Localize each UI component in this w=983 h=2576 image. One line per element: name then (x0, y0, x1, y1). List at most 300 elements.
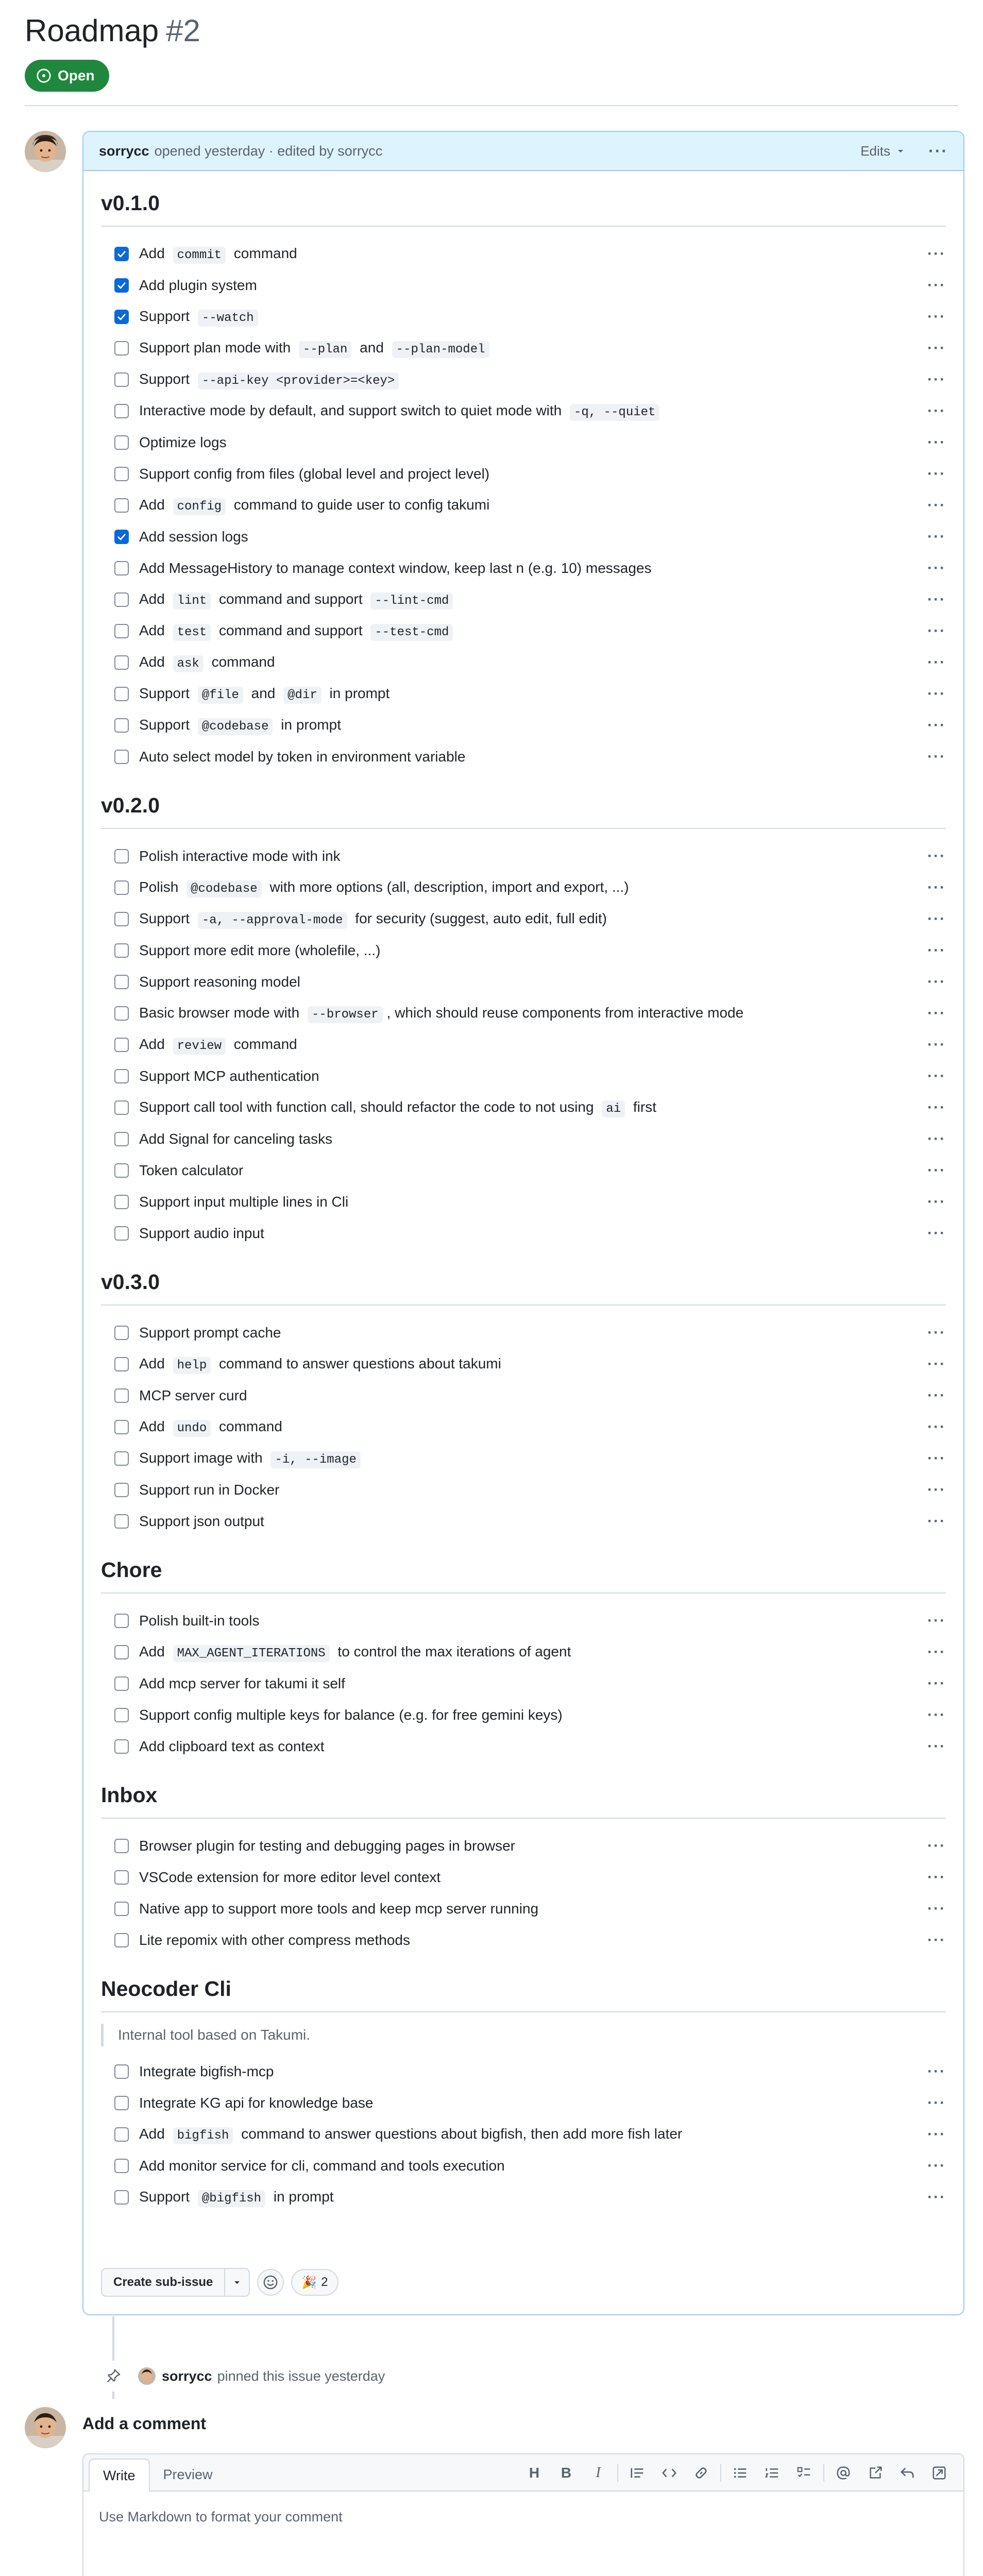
inline-code: --watch (198, 310, 258, 327)
task-text-fragment: Token calculator (139, 1162, 244, 1178)
task-checkbox[interactable] (114, 1933, 129, 1947)
task-text-fragment: Support more edit more (wholefile, ...) (139, 942, 381, 958)
pin-user-link[interactable]: sorrycc (162, 2368, 212, 2384)
task-item (101, 1029, 946, 1060)
task-text (139, 1450, 365, 1467)
task-more-options-icon[interactable]: ··· (927, 941, 946, 959)
task-checkbox[interactable] (114, 975, 129, 989)
task-text-fragment: in prompt (269, 2189, 334, 2205)
task-more-options-icon[interactable]: ··· (927, 1737, 946, 1755)
task-text-fragment: Add (139, 1418, 169, 1434)
task-item (101, 1217, 946, 1249)
task-list (101, 840, 946, 1249)
section-heading: v0.3.0 (101, 1268, 946, 1306)
task-more-options-icon[interactable]: ··· (927, 1900, 946, 1917)
task-more-options-icon[interactable]: ··· (927, 1449, 946, 1467)
task-text (139, 340, 494, 357)
current-user-avatar[interactable] (25, 2407, 66, 2448)
link-icon[interactable] (685, 2459, 717, 2487)
task-text-fragment: Support image with (139, 1450, 267, 1466)
task-checkbox[interactable] (114, 1902, 129, 1916)
task-checkbox[interactable] (114, 592, 129, 607)
task-item (101, 1092, 946, 1123)
task-list-icon[interactable] (788, 2459, 820, 2487)
inline-code: commit (173, 247, 226, 264)
inline-code: -q, --quiet (570, 404, 659, 421)
ordered-list-icon[interactable] (756, 2459, 788, 2487)
task-checkbox[interactable] (114, 1676, 129, 1691)
issue-body-footer (101, 2268, 338, 2297)
task-checkbox[interactable] (114, 912, 129, 926)
task-item (101, 458, 946, 489)
tab-preview[interactable]: Preview (163, 2466, 213, 2482)
task-checkbox[interactable] (114, 718, 129, 733)
task-checkbox[interactable] (114, 2096, 129, 2110)
toolbar-divider (720, 2464, 721, 2482)
task-checkbox[interactable] (114, 1163, 129, 1178)
task-more-options-icon[interactable]: ··· (927, 370, 946, 388)
inline-code: --lint-cmd (370, 592, 453, 609)
task-more-options-icon[interactable]: ··· (927, 1355, 946, 1372)
issue-body-header (83, 132, 963, 171)
task-item (101, 1699, 946, 1731)
task-more-options-icon[interactable]: ··· (927, 2062, 946, 2080)
task-more-options-icon[interactable]: ··· (927, 1706, 946, 1723)
task-item (101, 521, 946, 552)
task-more-options-icon[interactable]: ··· (927, 910, 946, 927)
task-more-options-icon[interactable]: ··· (927, 878, 946, 896)
task-more-options-icon[interactable]: ··· (927, 1224, 946, 1242)
task-more-options-icon[interactable]: ··· (927, 1193, 946, 1210)
toolbar-divider (617, 2464, 618, 2482)
comment-textarea[interactable]: Use Markdown to format your comment (99, 2509, 343, 2524)
task-text (139, 1355, 501, 1372)
task-more-options-icon[interactable]: ··· (927, 847, 946, 865)
task-more-options-icon[interactable]: ··· (927, 748, 946, 765)
task-more-options-icon[interactable]: ··· (927, 973, 946, 990)
task-text (139, 402, 664, 419)
italic-icon[interactable]: I (596, 2465, 601, 2481)
bold-icon[interactable]: B (561, 2465, 572, 2481)
task-more-options-icon[interactable]: ··· (927, 653, 946, 671)
task-more-options-icon[interactable]: ··· (927, 1098, 946, 1116)
task-text (139, 560, 652, 577)
task-item (101, 1474, 946, 1505)
reaction-hooray[interactable] (291, 2269, 338, 2296)
task-item (101, 1668, 946, 1699)
task-text-fragment: Add (139, 1036, 169, 1052)
checkmark-icon (116, 532, 127, 542)
add-reaction-button[interactable] (257, 2269, 284, 2296)
task-checkbox[interactable] (114, 1326, 129, 1340)
task-text-fragment: Support json output (139, 1513, 264, 1529)
issue-number: #2 (166, 13, 200, 48)
task-item (101, 238, 946, 269)
task-text (139, 1482, 279, 1498)
task-text-fragment: Add (139, 245, 169, 261)
task-text-fragment: command and support (215, 591, 367, 607)
task-item (101, 966, 946, 997)
task-text (139, 879, 629, 896)
task-more-options-icon[interactable]: ··· (927, 1643, 946, 1660)
task-text-fragment: Browser plugin for testing and debugging pages in browser (139, 1837, 516, 1854)
task-item (101, 2150, 946, 2181)
task-more-options-icon[interactable]: ··· (927, 402, 946, 419)
task-text (139, 434, 227, 451)
task-item (101, 2056, 946, 2087)
issue-body-content (83, 190, 963, 2213)
task-text-fragment: Support MCP authentication (139, 1067, 319, 1084)
inline-code: --api-key <provider>=<key> (198, 372, 399, 389)
task-checkbox[interactable] (114, 1006, 129, 1021)
section-heading: Inbox (101, 1782, 946, 1819)
task-text-fragment: command to guide user to config takumi (230, 497, 490, 513)
task-checkbox[interactable] (114, 341, 129, 355)
task-text (139, 2189, 334, 2206)
task-text-fragment: Support (139, 371, 194, 387)
task-text (139, 245, 297, 262)
task-checkbox[interactable] (114, 1739, 129, 1754)
reply-icon[interactable] (891, 2459, 923, 2487)
task-text-fragment: Support (139, 308, 194, 324)
task-more-options-icon[interactable]: ··· (927, 433, 946, 451)
editor-toolbar (83, 2454, 963, 2492)
task-more-options-icon[interactable]: ··· (927, 1036, 946, 1053)
task-item (101, 1605, 946, 1636)
task-item (101, 364, 946, 395)
task-text-fragment: Basic browser mode with (139, 1005, 304, 1021)
task-text-fragment: command (207, 654, 275, 670)
task-text (139, 685, 389, 702)
task-text (139, 2095, 374, 2111)
task-checkbox[interactable] (114, 655, 129, 670)
author-avatar[interactable] (25, 131, 66, 172)
task-more-options-icon[interactable]: ··· (927, 2188, 946, 2206)
task-text (139, 622, 457, 639)
inline-code: config (173, 498, 226, 515)
task-checkbox[interactable] (114, 1614, 129, 1628)
task-text (139, 1387, 247, 1404)
task-text (139, 910, 607, 927)
unordered-list-icon[interactable] (724, 2459, 756, 2487)
task-item (101, 269, 946, 301)
task-item (101, 489, 946, 521)
task-checkbox-checked[interactable] (114, 530, 129, 544)
task-more-options-icon[interactable]: ··· (927, 339, 946, 357)
task-more-options-icon[interactable]: ··· (927, 528, 946, 545)
task-more-options-icon[interactable]: ··· (927, 716, 946, 734)
issue-body-card (82, 131, 964, 2315)
task-item (101, 1155, 946, 1186)
task-text-fragment: Support input multiple lines in Cli (139, 1193, 349, 1210)
task-more-options-icon[interactable]: ··· (927, 1130, 946, 1147)
task-more-options-icon[interactable]: ··· (927, 1868, 946, 1886)
task-item (101, 1411, 946, 1443)
task-text-fragment: for security (suggest, auto edit, full edit) (351, 910, 607, 926)
task-text (139, 1932, 410, 1948)
task-checkbox[interactable] (114, 467, 129, 481)
task-item (101, 935, 946, 966)
task-text (139, 1513, 264, 1530)
task-checkbox[interactable] (114, 943, 129, 958)
task-text-fragment: Lite repomix with other compress methods (139, 1931, 410, 1948)
comment-editor (82, 2453, 964, 2576)
inline-code: --plan (299, 341, 351, 358)
task-checkbox-checked[interactable] (114, 310, 129, 324)
inline-code: --plan-model (392, 341, 489, 358)
task-more-options-icon[interactable]: ··· (927, 276, 946, 294)
task-more-options-icon[interactable]: ··· (927, 1481, 946, 1498)
task-checkbox[interactable] (114, 2127, 129, 2142)
inline-code: review (173, 1038, 226, 1055)
task-text-fragment: Add session logs (139, 528, 248, 545)
mention-icon[interactable] (827, 2459, 859, 2487)
task-checkbox[interactable] (114, 435, 129, 450)
task-checkbox[interactable] (114, 624, 129, 638)
task-more-options-icon[interactable]: ··· (927, 1004, 946, 1022)
toolbar-divider (823, 2464, 824, 2482)
task-checkbox-checked[interactable] (114, 247, 129, 261)
avatar-image (25, 131, 66, 172)
reaction-count: 2 (321, 2275, 328, 2289)
pin-event (98, 2361, 385, 2392)
task-more-options-icon[interactable]: ··· (927, 1324, 946, 1341)
task-text-fragment: Optimize logs (139, 434, 227, 450)
task-item (101, 741, 946, 772)
task-checkbox[interactable] (114, 750, 129, 764)
task-text-fragment: Add MessageHistory to manage context window, keep last n (e.g. 10) messages (139, 560, 652, 576)
task-checkbox[interactable] (114, 880, 129, 895)
task-list (101, 1605, 946, 1762)
task-item (101, 1731, 946, 1762)
task-list (101, 238, 946, 772)
task-text-fragment: Support plan mode with (139, 340, 295, 355)
task-checkbox[interactable] (114, 1870, 129, 1885)
task-text-fragment: and (355, 340, 388, 355)
task-text-fragment: , which should reuse components from interactive mode (386, 1005, 744, 1021)
task-text (139, 1068, 319, 1084)
task-checkbox[interactable] (114, 561, 129, 575)
inline-code: ask (173, 655, 204, 672)
task-item (101, 2119, 946, 2150)
task-text-fragment: VSCode extension for more editor level context (139, 1869, 441, 1885)
task-checkbox[interactable] (114, 1645, 129, 1659)
fullscreen-icon[interactable] (923, 2459, 955, 2487)
task-text-fragment: Add (139, 1643, 169, 1659)
inline-code: @dir (283, 687, 321, 704)
task-checkbox[interactable] (114, 1451, 129, 1466)
quote-icon[interactable] (621, 2459, 653, 2487)
task-text-fragment: command (230, 1036, 297, 1052)
task-more-options-icon[interactable]: ··· (927, 496, 946, 514)
task-text (139, 1901, 538, 1917)
task-checkbox[interactable] (114, 1357, 129, 1371)
task-checkbox[interactable] (114, 1388, 129, 1403)
task-more-options-icon[interactable]: ··· (927, 1931, 946, 1948)
task-checkbox[interactable] (114, 498, 129, 513)
task-text-fragment: Support (139, 910, 194, 926)
task-checkbox[interactable] (114, 1195, 129, 1209)
inline-code: ai (602, 1100, 625, 1117)
body-meta: opened yesterday · edited by sorrycc (154, 143, 383, 159)
task-item (101, 1636, 946, 1668)
task-text (139, 1162, 243, 1179)
task-more-options-icon[interactable]: ··· (927, 1067, 946, 1084)
inline-code: -a, --approval-mode (198, 912, 347, 929)
section-heading: Chore (101, 1556, 946, 1594)
task-text (139, 749, 465, 765)
task-text (139, 497, 489, 514)
task-checkbox[interactable] (114, 1839, 129, 1853)
task-more-options-icon[interactable]: ··· (927, 1161, 946, 1179)
task-text-fragment: and (247, 685, 280, 701)
task-more-options-icon[interactable]: ··· (927, 1837, 946, 1854)
task-more-options-icon[interactable]: ··· (927, 1612, 946, 1629)
task-text-fragment: Polish (139, 879, 183, 895)
task-more-options-icon[interactable]: ··· (927, 245, 946, 262)
task-item (101, 1830, 946, 1861)
task-more-options-icon[interactable]: ··· (927, 308, 946, 325)
task-text-fragment: Integrate bigfish-mcp (139, 2063, 274, 2079)
task-item (101, 2181, 946, 2213)
create-subissue-dropdown[interactable] (225, 2269, 249, 2296)
task-text-fragment: command (215, 1418, 282, 1434)
task-checkbox[interactable] (114, 1069, 129, 1083)
task-more-options-icon[interactable]: ··· (927, 559, 946, 577)
task-text-fragment: Add (139, 622, 169, 638)
task-more-options-icon[interactable]: ··· (927, 590, 946, 608)
task-item (101, 1348, 946, 1380)
edits-dropdown[interactable] (860, 143, 905, 159)
tab-write[interactable]: Write (89, 2459, 150, 2492)
task-checkbox[interactable] (114, 849, 129, 863)
task-text (139, 1131, 332, 1147)
checkmark-icon (116, 280, 127, 291)
task-item (101, 1186, 946, 1217)
task-text-fragment: to control the max iterations of agent (333, 1643, 571, 1659)
task-more-options-icon[interactable]: ··· (927, 465, 946, 482)
task-more-options-icon[interactable]: ··· (927, 1418, 946, 1435)
task-text (139, 1869, 440, 1886)
task-text (139, 591, 457, 608)
task-checkbox[interactable] (114, 372, 129, 387)
task-text (139, 848, 341, 865)
task-checkbox-checked[interactable] (114, 278, 129, 293)
task-text-fragment: Integrate KG api for knowledge base (139, 2094, 374, 2111)
task-item (101, 552, 946, 584)
task-text-fragment: Interactive mode by default, and support switch to quiet mode with (139, 402, 566, 418)
task-text (139, 1738, 325, 1755)
task-text (139, 717, 341, 734)
inline-code: --test-cmd (370, 624, 453, 641)
task-checkbox[interactable] (114, 1514, 129, 1529)
checkmark-icon (116, 312, 127, 322)
task-more-options-icon[interactable]: ··· (927, 1674, 946, 1692)
issue-state-label: Open (58, 67, 95, 83)
task-more-options-icon[interactable]: ··· (927, 2157, 946, 2174)
task-text-fragment: command and support (215, 622, 367, 638)
task-checkbox[interactable] (114, 1038, 129, 1052)
task-item (101, 1505, 946, 1537)
task-more-options-icon[interactable]: ··· (927, 685, 946, 702)
task-text (139, 1225, 264, 1242)
hooray-emoji-icon: 🎉 (301, 2275, 317, 2290)
header-divider (25, 105, 958, 106)
task-text-fragment: Add (139, 591, 169, 607)
task-more-options-icon[interactable]: ··· (927, 622, 946, 639)
body-more-options-icon[interactable]: ··· (928, 141, 948, 160)
inline-code: bigfish (173, 2127, 233, 2144)
task-checkbox[interactable] (114, 687, 129, 701)
task-text-fragment: command to answer questions about takumi (215, 1355, 501, 1371)
task-text-fragment: Support audio input (139, 1225, 264, 1241)
task-checkbox[interactable] (114, 1483, 129, 1497)
task-text-fragment: Support config multiple keys for balance (e.g. for free gemini keys) (139, 1706, 563, 1723)
task-text (139, 1194, 348, 1210)
inline-code: @codebase (198, 718, 273, 735)
task-text (139, 2063, 274, 2080)
create-subissue-button[interactable] (101, 2268, 250, 2297)
task-text (139, 1675, 345, 1692)
smiley-icon (263, 2275, 278, 2290)
create-subissue-label[interactable]: Create sub-issue (102, 2269, 225, 2296)
task-more-options-icon[interactable]: ··· (927, 2094, 946, 2111)
task-checkbox[interactable] (114, 2064, 129, 2079)
cross-reference-icon[interactable] (859, 2459, 891, 2487)
task-checkbox[interactable] (114, 1132, 129, 1146)
task-item (101, 1443, 946, 1474)
task-list (101, 1830, 946, 1956)
task-item (101, 1924, 946, 1956)
task-text (139, 974, 300, 990)
task-checkbox[interactable] (114, 2190, 129, 2205)
pin-user-avatar[interactable] (138, 2367, 156, 2385)
task-text-fragment: Polish interactive mode with ink (139, 848, 341, 864)
inline-code: @bigfish (198, 2190, 265, 2207)
issue-state-badge (25, 60, 109, 92)
task-item (101, 2087, 946, 2119)
task-more-options-icon[interactable]: ··· (927, 1386, 946, 1404)
heading-icon[interactable]: H (529, 2465, 540, 2481)
section-heading: v0.2.0 (101, 792, 946, 829)
checkmark-icon (116, 249, 127, 259)
task-checkbox[interactable] (114, 1708, 129, 1722)
task-checkbox[interactable] (114, 2159, 129, 2173)
task-more-options-icon[interactable]: ··· (927, 2125, 946, 2143)
body-author-link[interactable]: sorrycc (99, 143, 149, 159)
inline-code: @codebase (187, 880, 262, 897)
task-item (101, 1380, 946, 1411)
issue-open-icon (36, 68, 52, 83)
task-checkbox[interactable] (114, 1100, 129, 1115)
task-text-fragment: Support (139, 685, 194, 701)
task-text-fragment: in prompt (325, 685, 390, 701)
code-icon[interactable] (653, 2459, 685, 2487)
task-more-options-icon[interactable]: ··· (927, 1512, 946, 1530)
task-checkbox[interactable] (114, 1226, 129, 1241)
task-checkbox[interactable] (114, 404, 129, 418)
task-text-fragment: Support reasoning model (139, 973, 300, 990)
task-text-fragment: Add clipboard text as context (139, 1738, 325, 1754)
task-text-fragment: MCP server curd (139, 1387, 247, 1403)
task-item (101, 1893, 946, 1924)
task-item (101, 584, 946, 615)
task-checkbox[interactable] (114, 1420, 129, 1434)
task-text-fragment: Add (139, 497, 169, 513)
task-item (101, 840, 946, 872)
task-text (139, 1643, 571, 1660)
task-text-fragment: in prompt (277, 717, 341, 733)
